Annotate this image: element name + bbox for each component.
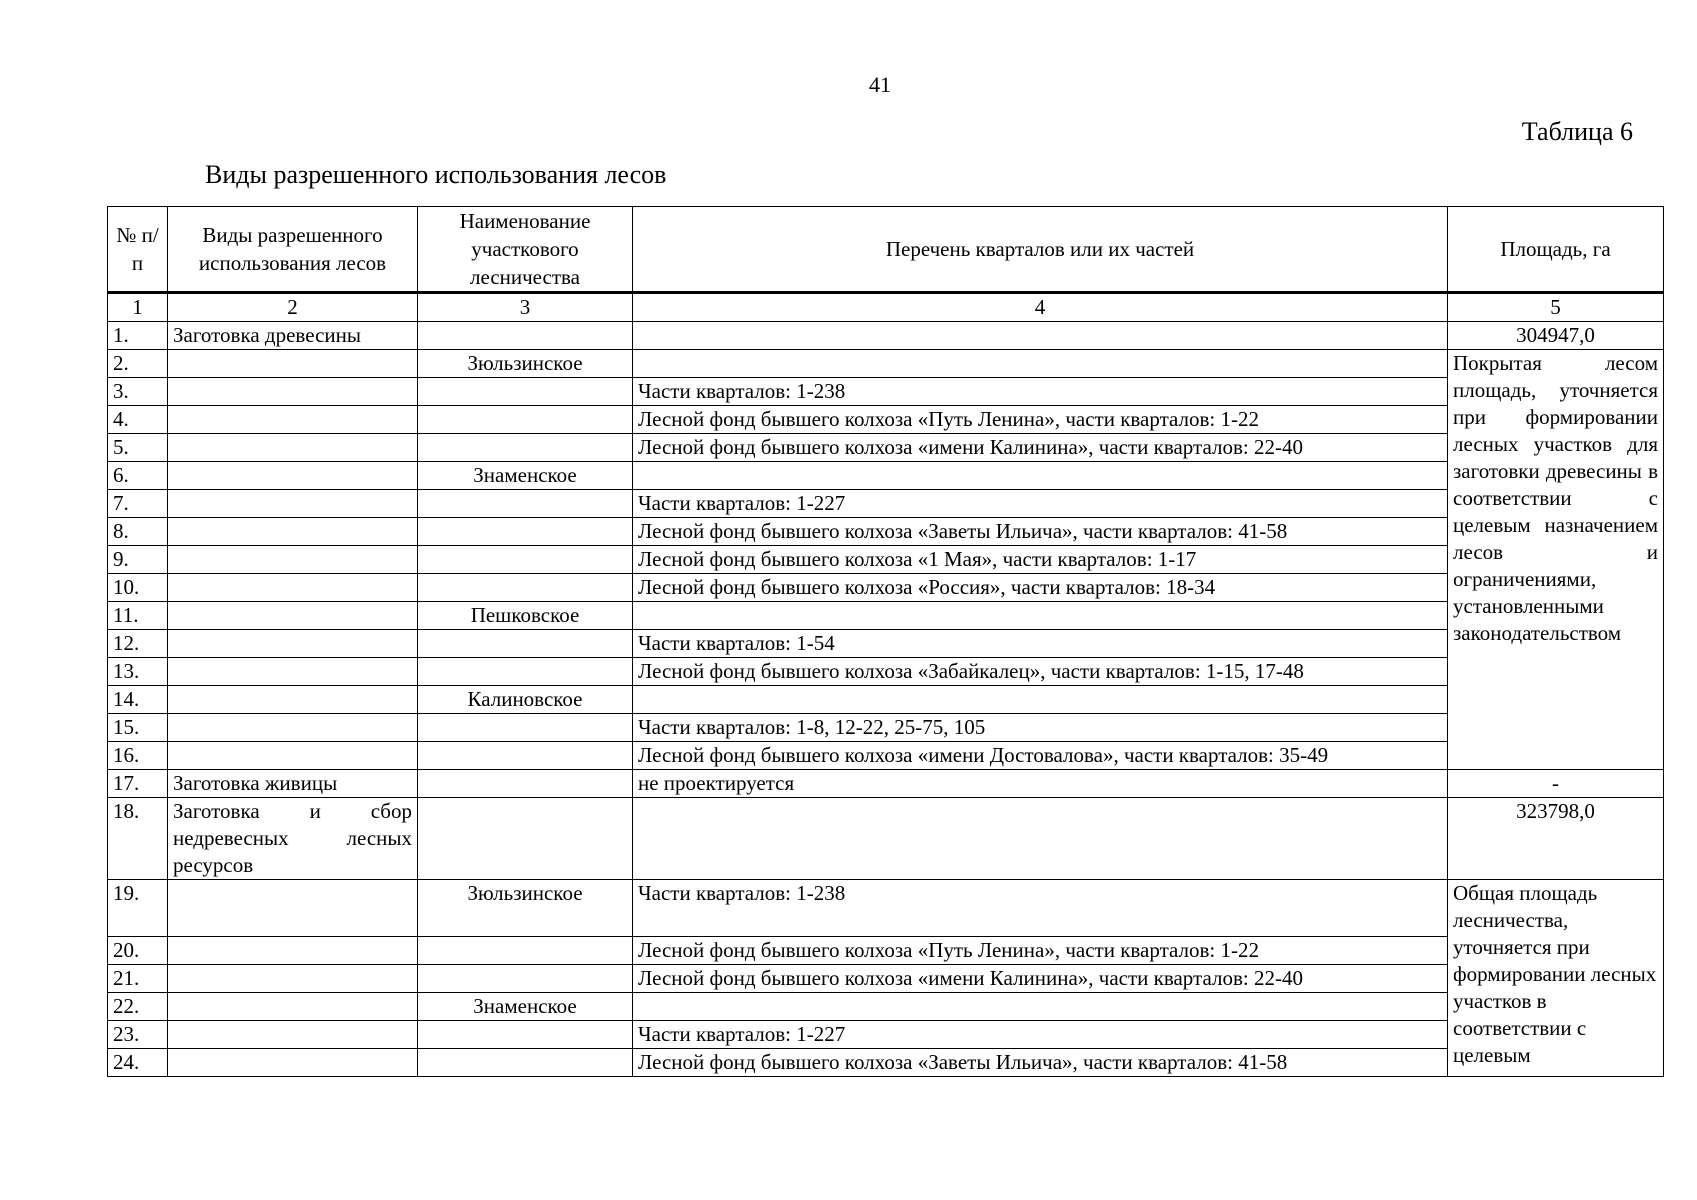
header-quarters: Перечень кварталов или их частей bbox=[633, 207, 1448, 293]
row-number: 13. bbox=[108, 658, 168, 686]
table-row bbox=[108, 965, 1664, 993]
row-number: 18. bbox=[108, 798, 168, 880]
row-quarters: Части кварталов: 1-238 bbox=[633, 880, 1448, 937]
area-note: Общая площадь лесничества, уточняется при формировании лесных участков в соответствии с целевым bbox=[1448, 880, 1664, 1077]
table-row bbox=[108, 1021, 1664, 1049]
row-quarters: Части кварталов: 1-8, 12-22, 25-75, 105 bbox=[633, 714, 1448, 742]
row-forestry bbox=[418, 770, 633, 798]
table-row bbox=[108, 378, 1664, 406]
table-row bbox=[108, 350, 1664, 378]
row-use-kind bbox=[168, 462, 418, 490]
row-area: 304947,0 bbox=[1448, 322, 1664, 350]
row-forestry bbox=[418, 406, 633, 434]
row-use-kind bbox=[168, 434, 418, 462]
row-use-kind bbox=[168, 574, 418, 602]
column-number: 4 bbox=[633, 293, 1448, 322]
table-row bbox=[108, 714, 1664, 742]
row-quarters bbox=[633, 322, 1448, 350]
column-number: 3 bbox=[418, 293, 633, 322]
column-number: 1 bbox=[108, 293, 168, 322]
row-forestry bbox=[418, 937, 633, 965]
row-forestry: Зюльзинское bbox=[418, 350, 633, 378]
row-use-kind bbox=[168, 602, 418, 630]
row-use-kind bbox=[168, 714, 418, 742]
row-quarters: Лесной фонд бывшего колхоза «Путь Ленина», части кварталов: 1-22 bbox=[633, 406, 1448, 434]
row-use-kind bbox=[168, 1021, 418, 1049]
row-number: 6. bbox=[108, 462, 168, 490]
area-note: Покрытая лесом площадь, уточняется при формировании лесных участков для заготовки древесины в соответствии с целевым назначением лесов и ограничениями, установленными законодательством bbox=[1448, 350, 1664, 770]
row-number: 14. bbox=[108, 686, 168, 714]
row-number: 20. bbox=[108, 937, 168, 965]
row-number: 24. bbox=[108, 1049, 168, 1077]
row-use-kind bbox=[168, 937, 418, 965]
row-quarters: Лесной фонд бывшего колхоза «1 Мая», части кварталов: 1-17 bbox=[633, 546, 1448, 574]
row-forestry: Пешковское bbox=[418, 602, 633, 630]
table-header-row bbox=[108, 207, 1664, 293]
row-forestry bbox=[418, 714, 633, 742]
header-area: Площадь, га bbox=[1448, 207, 1664, 293]
row-area: - bbox=[1448, 770, 1664, 798]
row-number: 16. bbox=[108, 742, 168, 770]
table-label: Таблица 6 bbox=[1521, 117, 1633, 146]
row-use-kind bbox=[168, 1049, 418, 1077]
table-row bbox=[108, 937, 1664, 965]
row-use-kind bbox=[168, 686, 418, 714]
row-number: 3. bbox=[108, 378, 168, 406]
row-number: 17. bbox=[108, 770, 168, 798]
row-quarters: не проектируется bbox=[633, 770, 1448, 798]
table-row bbox=[108, 602, 1664, 630]
header-use-kind: Виды разрешенного использования лесов bbox=[168, 207, 418, 293]
row-number: 11. bbox=[108, 602, 168, 630]
row-forestry: Зюльзинское bbox=[418, 880, 633, 937]
table-row bbox=[108, 322, 1664, 350]
row-forestry bbox=[418, 574, 633, 602]
row-forestry bbox=[418, 965, 633, 993]
row-quarters bbox=[633, 602, 1448, 630]
row-quarters: Лесной фонд бывшего колхоза «имени Калинина», части кварталов: 22-40 bbox=[633, 965, 1448, 993]
row-quarters bbox=[633, 686, 1448, 714]
table-row bbox=[108, 1049, 1664, 1077]
row-number: 9. bbox=[108, 546, 168, 574]
row-use-kind bbox=[168, 546, 418, 574]
header-number: № п/п bbox=[108, 207, 168, 293]
row-forestry bbox=[418, 378, 633, 406]
page-number: 41 bbox=[869, 72, 891, 97]
row-forestry: Знаменское bbox=[418, 993, 633, 1021]
table-body bbox=[108, 322, 1664, 1077]
table-row bbox=[108, 742, 1664, 770]
row-forestry bbox=[418, 1021, 633, 1049]
row-quarters: Лесной фонд бывшего колхоза «Заветы Ильича», части кварталов: 41-58 bbox=[633, 518, 1448, 546]
table-row bbox=[108, 490, 1664, 518]
row-number: 19. bbox=[108, 880, 168, 937]
table-row bbox=[108, 434, 1664, 462]
row-quarters: Лесной фонд бывшего колхоза «Заветы Ильича», части кварталов: 41-58 bbox=[633, 1049, 1448, 1077]
row-forestry bbox=[418, 1049, 633, 1077]
column-number: 2 bbox=[168, 293, 418, 322]
row-forestry bbox=[418, 546, 633, 574]
table-row bbox=[108, 993, 1664, 1021]
row-use-kind: Заготовка древесины bbox=[168, 322, 418, 350]
row-use-kind bbox=[168, 742, 418, 770]
row-quarters: Лесной фонд бывшего колхоза «Забайкалец», части кварталов: 1-15, 17-48 bbox=[633, 658, 1448, 686]
table-row bbox=[108, 798, 1664, 880]
row-quarters: Лесной фонд бывшего колхоза «имени Калинина», части кварталов: 22-40 bbox=[633, 434, 1448, 462]
row-number: 23. bbox=[108, 1021, 168, 1049]
row-quarters: Части кварталов: 1-238 bbox=[633, 378, 1448, 406]
row-number: 15. bbox=[108, 714, 168, 742]
row-forestry bbox=[418, 798, 633, 880]
row-area: 323798,0 bbox=[1448, 798, 1664, 880]
forest-use-table bbox=[107, 206, 1664, 1077]
row-forestry bbox=[418, 322, 633, 350]
row-forestry bbox=[418, 434, 633, 462]
row-use-kind bbox=[168, 518, 418, 546]
row-use-kind bbox=[168, 965, 418, 993]
row-use-kind bbox=[168, 880, 418, 937]
document-title: Виды разрешенного использования лесов bbox=[205, 160, 667, 189]
row-number: 1. bbox=[108, 322, 168, 350]
row-number: 2. bbox=[108, 350, 168, 378]
row-use-kind bbox=[168, 630, 418, 658]
table-row bbox=[108, 880, 1664, 937]
column-numbers-row bbox=[108, 293, 1664, 322]
table-row bbox=[108, 658, 1664, 686]
row-number: 10. bbox=[108, 574, 168, 602]
row-forestry: Знаменское bbox=[418, 462, 633, 490]
row-use-kind: Заготовка живицы bbox=[168, 770, 418, 798]
row-forestry bbox=[418, 518, 633, 546]
row-number: 21. bbox=[108, 965, 168, 993]
table-row bbox=[108, 462, 1664, 490]
row-quarters: Части кварталов: 1-227 bbox=[633, 490, 1448, 518]
row-number: 4. bbox=[108, 406, 168, 434]
row-use-kind bbox=[168, 993, 418, 1021]
row-number: 7. bbox=[108, 490, 168, 518]
table-row bbox=[108, 518, 1664, 546]
row-number: 5. bbox=[108, 434, 168, 462]
row-quarters: Лесной фонд бывшего колхоза «Путь Ленина», части кварталов: 1-22 bbox=[633, 937, 1448, 965]
table-row bbox=[108, 770, 1664, 798]
row-quarters bbox=[633, 462, 1448, 490]
header-forestry: Наименование участкового лесничества bbox=[418, 207, 633, 293]
table-row bbox=[108, 686, 1664, 714]
table-row bbox=[108, 546, 1664, 574]
row-use-kind bbox=[168, 350, 418, 378]
row-quarters: Лесной фонд бывшего колхоза «имени Достовалова», части кварталов: 35-49 bbox=[633, 742, 1448, 770]
row-quarters bbox=[633, 798, 1448, 880]
row-number: 12. bbox=[108, 630, 168, 658]
row-number: 22. bbox=[108, 993, 168, 1021]
table-row bbox=[108, 574, 1664, 602]
row-forestry bbox=[418, 658, 633, 686]
table-row bbox=[108, 406, 1664, 434]
row-use-kind bbox=[168, 406, 418, 434]
row-forestry bbox=[418, 630, 633, 658]
row-quarters bbox=[633, 993, 1448, 1021]
row-forestry bbox=[418, 742, 633, 770]
row-forestry: Калиновское bbox=[418, 686, 633, 714]
table-row bbox=[108, 630, 1664, 658]
row-quarters bbox=[633, 350, 1448, 378]
row-number: 8. bbox=[108, 518, 168, 546]
row-use-kind bbox=[168, 658, 418, 686]
row-quarters: Части кварталов: 1-54 bbox=[633, 630, 1448, 658]
row-quarters: Части кварталов: 1-227 bbox=[633, 1021, 1448, 1049]
row-use-kind bbox=[168, 490, 418, 518]
row-use-kind: Заготовка и сбор недревесных лесных ресурсов bbox=[168, 798, 418, 880]
column-number: 5 bbox=[1448, 293, 1664, 322]
row-use-kind bbox=[168, 378, 418, 406]
row-quarters: Лесной фонд бывшего колхоза «Россия», части кварталов: 18-34 bbox=[633, 574, 1448, 602]
row-forestry bbox=[418, 490, 633, 518]
